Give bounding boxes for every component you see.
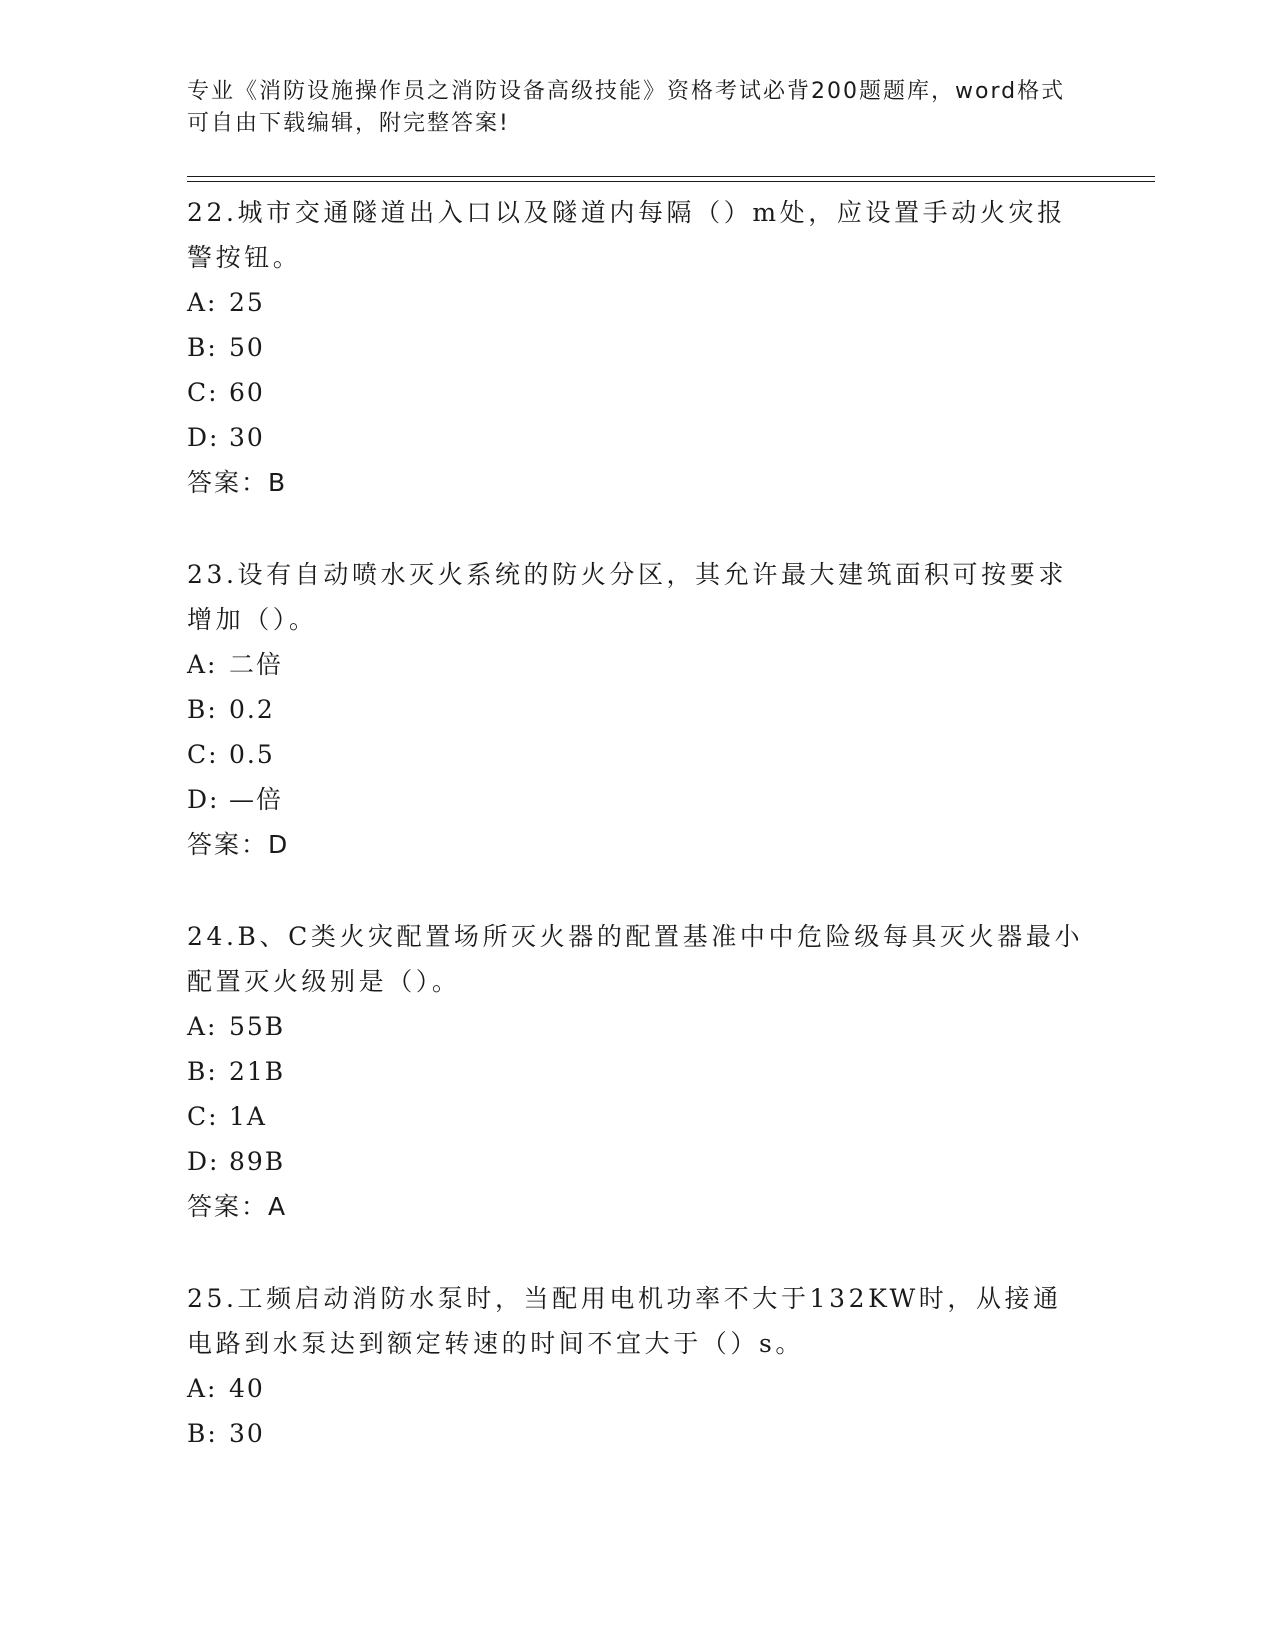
option-b xyxy=(187,325,1087,370)
option-text: 30 xyxy=(229,423,265,452)
option-b xyxy=(187,687,1087,732)
question-24 xyxy=(187,914,1087,1229)
option-c xyxy=(187,1094,1087,1139)
answer-label: 答案：D xyxy=(187,830,290,859)
option-key: B: xyxy=(187,695,218,724)
option-c xyxy=(187,370,1087,415)
header-divider-bottom xyxy=(187,181,1155,182)
option-b xyxy=(187,1049,1087,1094)
option-text: —倍 xyxy=(229,785,284,814)
option-a xyxy=(187,1366,1087,1411)
option-key: A: xyxy=(187,650,218,679)
question-stem: 25.工频启动消防水泵时，当配用电机功率不大于132KW时，从接通电路到水泵达到额定转速的时间不宜大于（）s。 xyxy=(187,1284,1062,1358)
header-divider-top xyxy=(187,176,1155,177)
document-header: 专业《消防设施操作员之消防设备高级技能》资格考试必背200题题库，word格式可自由下载编辑，附完整答案! xyxy=(187,79,1066,136)
option-d xyxy=(187,777,1087,822)
question-list xyxy=(187,190,1087,1503)
option-text: 1A xyxy=(229,1102,267,1131)
option-key: D: xyxy=(187,1147,220,1176)
option-text: 50 xyxy=(229,333,265,362)
option-d xyxy=(187,1139,1087,1184)
question-stem: 23.设有自动喷水灭火系统的防火分区，其允许最大建筑面积可按要求增加（）。 xyxy=(187,560,1067,634)
option-c xyxy=(187,732,1087,777)
option-text: 25 xyxy=(229,288,265,317)
option-key: C: xyxy=(187,1102,219,1131)
option-b xyxy=(187,1411,1087,1456)
option-text: 二倍 xyxy=(229,650,284,679)
option-text: 0.5 xyxy=(229,740,275,769)
option-text: 0.2 xyxy=(229,695,275,724)
option-key: A: xyxy=(187,1012,218,1041)
option-key: B: xyxy=(187,1057,218,1086)
question-stem: 24.B、C类火灾配置场所灭火器的配置基准中中危险级每具灭火器最小配置灭火级别是（）。 xyxy=(187,922,1084,996)
option-key: C: xyxy=(187,378,219,407)
option-a xyxy=(187,1004,1087,1049)
option-text: 21B xyxy=(229,1057,286,1086)
option-key: A: xyxy=(187,288,218,317)
option-text: 30 xyxy=(229,1419,265,1448)
option-key: B: xyxy=(187,1419,218,1448)
option-d xyxy=(187,415,1087,460)
question-22 xyxy=(187,190,1087,505)
option-key: D: xyxy=(187,785,220,814)
option-text: 60 xyxy=(229,378,265,407)
option-text: 40 xyxy=(229,1374,265,1403)
question-stem: 22.城市交通隧道出入口以及隧道内每隔（）m处，应设置手动火灾报警按钮。 xyxy=(187,198,1066,272)
question-25 xyxy=(187,1276,1087,1456)
option-a xyxy=(187,642,1087,687)
option-key: D: xyxy=(187,423,220,452)
option-key: A: xyxy=(187,1374,218,1403)
option-key: C: xyxy=(187,740,219,769)
answer-label: 答案：B xyxy=(187,468,288,497)
answer-label: 答案：A xyxy=(187,1192,288,1221)
option-text: 89B xyxy=(229,1147,286,1176)
option-key: B: xyxy=(187,333,218,362)
option-text: 55B xyxy=(229,1012,286,1041)
question-23 xyxy=(187,552,1087,867)
option-a xyxy=(187,280,1087,325)
